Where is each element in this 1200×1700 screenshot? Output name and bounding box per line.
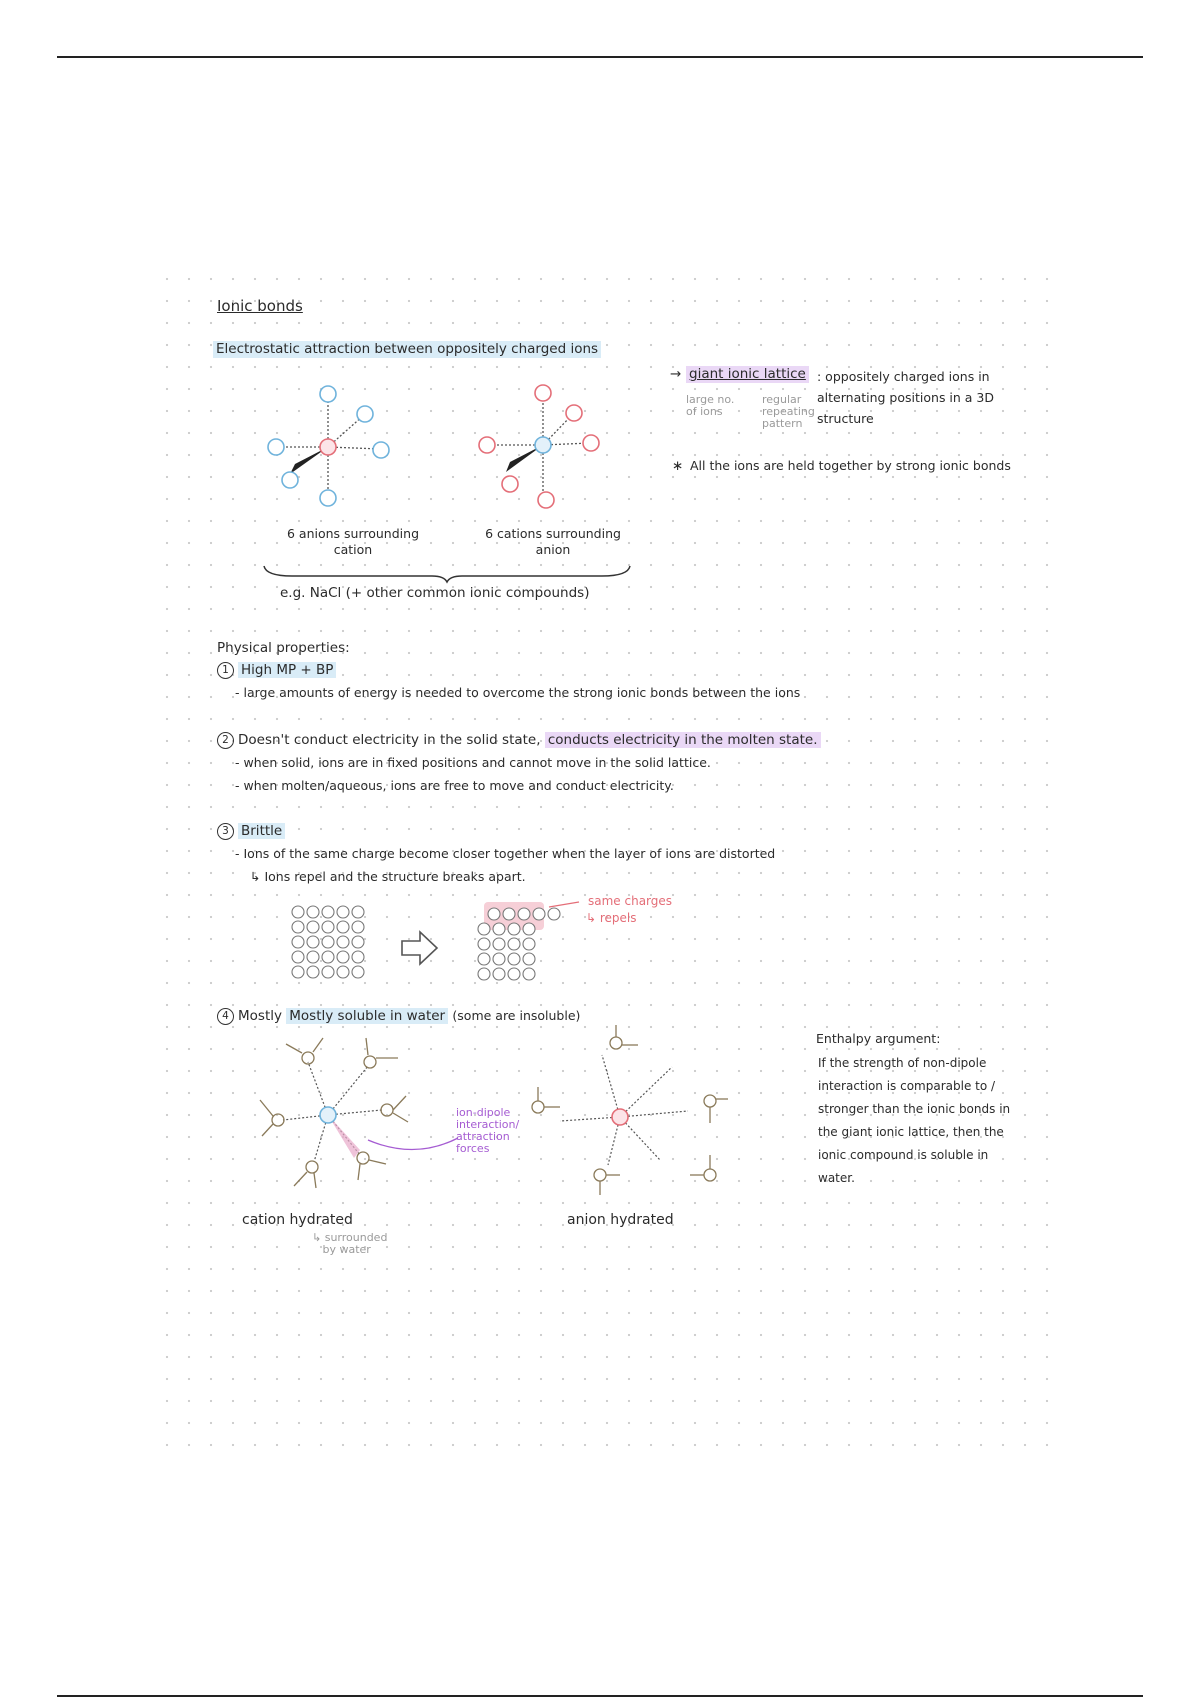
property-4-mostly: Mostly: [238, 1008, 287, 1024]
property-3-number: 3: [217, 823, 234, 840]
same-charges-note: same charges: [588, 894, 673, 908]
cation-centred-diagram: [262, 382, 402, 512]
lattice-description: : oppositely charged ions in alternating positions in a 3D structure: [817, 369, 995, 426]
property-2-number: 2: [217, 732, 234, 749]
lattice-heading: giant ionic lattice: [686, 366, 809, 383]
cations-caption: 6 cations surrounding anion: [485, 526, 621, 557]
property-4-title: [217, 1008, 580, 1025]
property-3-line-2: ↳ Ions repel and the structure breaks apart.: [250, 869, 526, 884]
enthalpy-text: If the strength of non-dipole interaction is comparable to / stronger than the ionic bonds in the giant ionic lattice, then the ionic compound is soluble in water.: [818, 1056, 1011, 1185]
nacl-example: e.g. NaCl (+ other common ionic compounds): [280, 585, 590, 601]
anion-hydration-diagram: [520, 1025, 740, 1215]
property-3-title-text: Brittle: [238, 823, 285, 839]
bottom-rule: [57, 1695, 1143, 1697]
lattice-before-diagram: [288, 902, 388, 992]
property-1-title: [217, 662, 336, 679]
property-3-title: [217, 823, 285, 840]
anions-caption: 6 anions surrounding cation: [286, 526, 419, 557]
property-2-title-highlight: conducts electricity in the molten state.: [545, 732, 821, 748]
top-rule: [57, 56, 1143, 58]
definition: Electrostatic attraction between oppositely charged ions: [213, 341, 601, 358]
lattice-arrow: →: [670, 366, 682, 382]
cation-hydrated-label: cation hydrated: [242, 1212, 353, 1228]
property-4-title-text: Mostly soluble in water: [286, 1008, 448, 1024]
property-2-title: [217, 732, 821, 749]
ion-dipole-label: ion-dipole interaction/ attraction forces: [456, 1106, 520, 1155]
repels-note: ↳ repels: [586, 911, 637, 925]
cation-hydrated-sub: ↳ surrounded by water: [312, 1231, 388, 1257]
property-3-line-1: - Ions of the same charge become closer together when the layer of ions are distorted: [235, 846, 776, 861]
star-icon: ∗: [672, 458, 684, 474]
property-4-number: 4: [217, 1008, 234, 1025]
properties-heading: Physical properties:: [217, 640, 350, 656]
grouping-brace: [262, 564, 632, 584]
property-1-line: - large amounts of energy is needed to overcome the strong ionic bonds between the ions: [235, 685, 801, 700]
lattice-note-large: large no. of ions: [686, 393, 735, 419]
lattice-note-regular: regular repeating pattern: [762, 393, 815, 431]
property-2-line-2: - when molten/aqueous, ions are free to move and conduct electricity.: [235, 778, 674, 793]
hollow-arrow-icon: [400, 928, 440, 968]
lattice-after-diagram: [474, 902, 574, 992]
anion-centred-diagram: [478, 382, 618, 512]
anion-hydrated-label: anion hydrated: [567, 1212, 674, 1228]
cation-hydration-diagram: [250, 1030, 440, 1200]
property-2-line-1: - when solid, ions are in fixed positions and cannot move in the solid lattice.: [235, 755, 711, 770]
property-1-title-text: High MP + BP: [238, 662, 336, 678]
property-2-title-text: Doesn't conduct electricity in the solid state,: [238, 732, 541, 748]
page-title: Ionic bonds: [217, 297, 303, 315]
property-1-number: 1: [217, 662, 234, 679]
property-4-note: (some are insoluble): [452, 1008, 581, 1023]
enthalpy-heading: Enthalpy argument:: [816, 1031, 941, 1046]
lattice-held-together: All the ions are held together by strong ionic bonds: [690, 458, 1011, 473]
